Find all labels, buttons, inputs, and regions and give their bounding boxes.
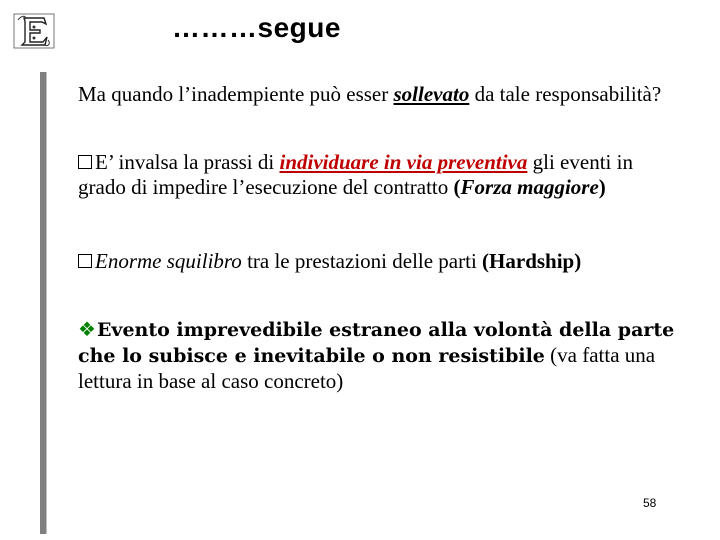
vertical-divider-shadow xyxy=(46,72,47,534)
paragraph-question xyxy=(78,82,678,107)
text: da tale responsabilità? xyxy=(469,82,662,106)
paragraph-forza-maggiore xyxy=(78,150,678,200)
text: E’ invalsa la prassi di xyxy=(95,150,280,174)
diamond-bullet-icon: ❖ xyxy=(78,319,96,341)
emphasis-forza-maggiore: Forza maggiore xyxy=(460,175,599,199)
emphasis-enorme-squilibro: Enorme squilibro xyxy=(95,249,242,273)
slide-content xyxy=(78,82,678,394)
text: (va fatta una lettura in base al caso concreto) xyxy=(78,343,656,393)
slide-title: ………segue xyxy=(172,12,341,43)
square-bullet-icon xyxy=(78,254,92,268)
ornamental-letter-logo xyxy=(12,10,58,52)
text: gli eventi in grado di impedire l’esecuzione del contratto xyxy=(78,150,633,199)
emphasis-evento: Evento imprevedibile estraneo alla volontà della parte che lo subisce e inevitabile o non resistibile xyxy=(78,319,675,367)
paragraph-evento xyxy=(78,317,678,394)
emphasis-individuare: individuare in via preventiva xyxy=(279,150,528,174)
text: tra le prestazioni delle parti xyxy=(241,249,483,273)
paren-close: ) xyxy=(598,175,606,199)
page-number: 58 xyxy=(643,496,657,510)
emphasis-sollevato: sollevato xyxy=(393,82,470,106)
square-bullet-icon xyxy=(78,155,92,169)
text: Ma quando l’inadempiente può esser xyxy=(78,82,394,106)
paren-open: ( xyxy=(453,175,461,199)
paragraph-hardship xyxy=(78,249,678,274)
emphasis-hardship: (Hardship) xyxy=(482,249,582,273)
